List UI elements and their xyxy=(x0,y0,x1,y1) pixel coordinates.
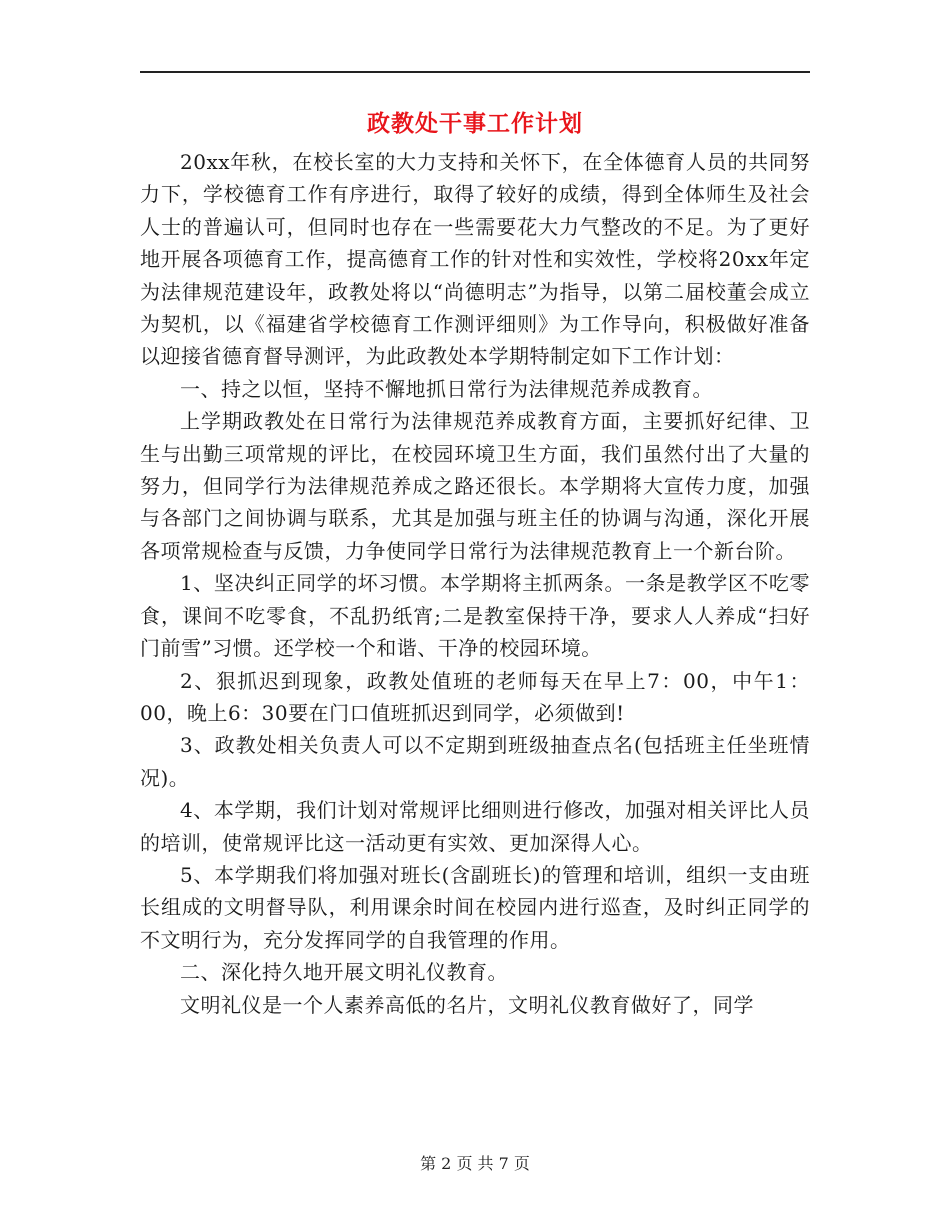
page-number: 第 2 页 共 7 页 xyxy=(420,1154,530,1173)
header-rule xyxy=(140,71,810,73)
paragraph-section-1: 上学期政教处在日常行为法律规范养成教育方面，主要抓好纪律、卫生与出勤三项常规的评比，在校园环境卫生方面，我们虽然付出了大量的努力，但同学行为法律规范养成之路还很长。本学期将大宣传力度，加强与各部门之间协调与联系，尤其是加强与班主任的协调与沟通，深化开展各项常规检查与反馈，力争使同学日常行为法律规范教育上一个新台阶。 xyxy=(140,409,810,563)
list-item-2: 2、狠抓迟到现象，政教处值班的老师每天在早上7：00，中午1：00，晚上6：30要在门口值班抓迟到同学，必须做到! xyxy=(140,668,810,725)
list-item-3: 3、政教处相关负责人可以不定期到班级抽查点名(包括班主任坐班情况)。 xyxy=(140,733,810,790)
paragraph-intro: 20xx年秋，在校长室的大力支持和关怀下，在全体德育人员的共同努力下，学校德育工作有序进行，取得了较好的成绩，得到全体师生及社会人士的普遍认可，但同时也存在一些需要花大力气整改的不足。为了更好地开展各项德育工作，提高德育工作的针对性和实效性，学校将20xx年定为法律规范建设年，政教处将以“尚德明志”为指导，以第二届校董会成立为契机，以《福建省学校德育工作测评细则》为工作导向，积极做好准备以迎接省德育督导测评，为此政教处本学期特制定如下工作计划： xyxy=(140,150,810,369)
document-body xyxy=(140,146,810,1021)
list-item-1: 1、坚决纠正同学的坏习惯。本学期将主抓两条。一条是教学区不吃零食，课间不吃零食，不乱扔纸宵;二是教室保持干净，要求人人养成“扫好门前雪”习惯。还学校一个和谐、干净的校园环境。 xyxy=(140,571,810,661)
section-heading-2: 二、深化持久地开展文明礼仪教育。 xyxy=(180,960,508,985)
list-item-5: 5、本学期我们将加强对班长(含副班长)的管理和培训，组织一支由班长组成的文明督导队，利用课余时间在校园内进行巡查，及时纠正同学的不文明行为，充分发挥同学的自我管理的作用。 xyxy=(140,862,810,952)
paragraph-section-2: 文明礼仪是一个人素养高低的名片，文明礼仪教育做好了，同学 xyxy=(180,992,754,1017)
list-item-4: 4、本学期，我们计划对常规评比细则进行修改，加强对相关评比人员的培训，使常规评比这一活动更有实效、更加深得人心。 xyxy=(140,798,810,855)
document-title: 政教处干事工作计划 xyxy=(367,110,583,137)
section-heading-1: 一、持之以恒，坚持不懈地抓日常行为法律规范养成教育。 xyxy=(180,376,713,401)
